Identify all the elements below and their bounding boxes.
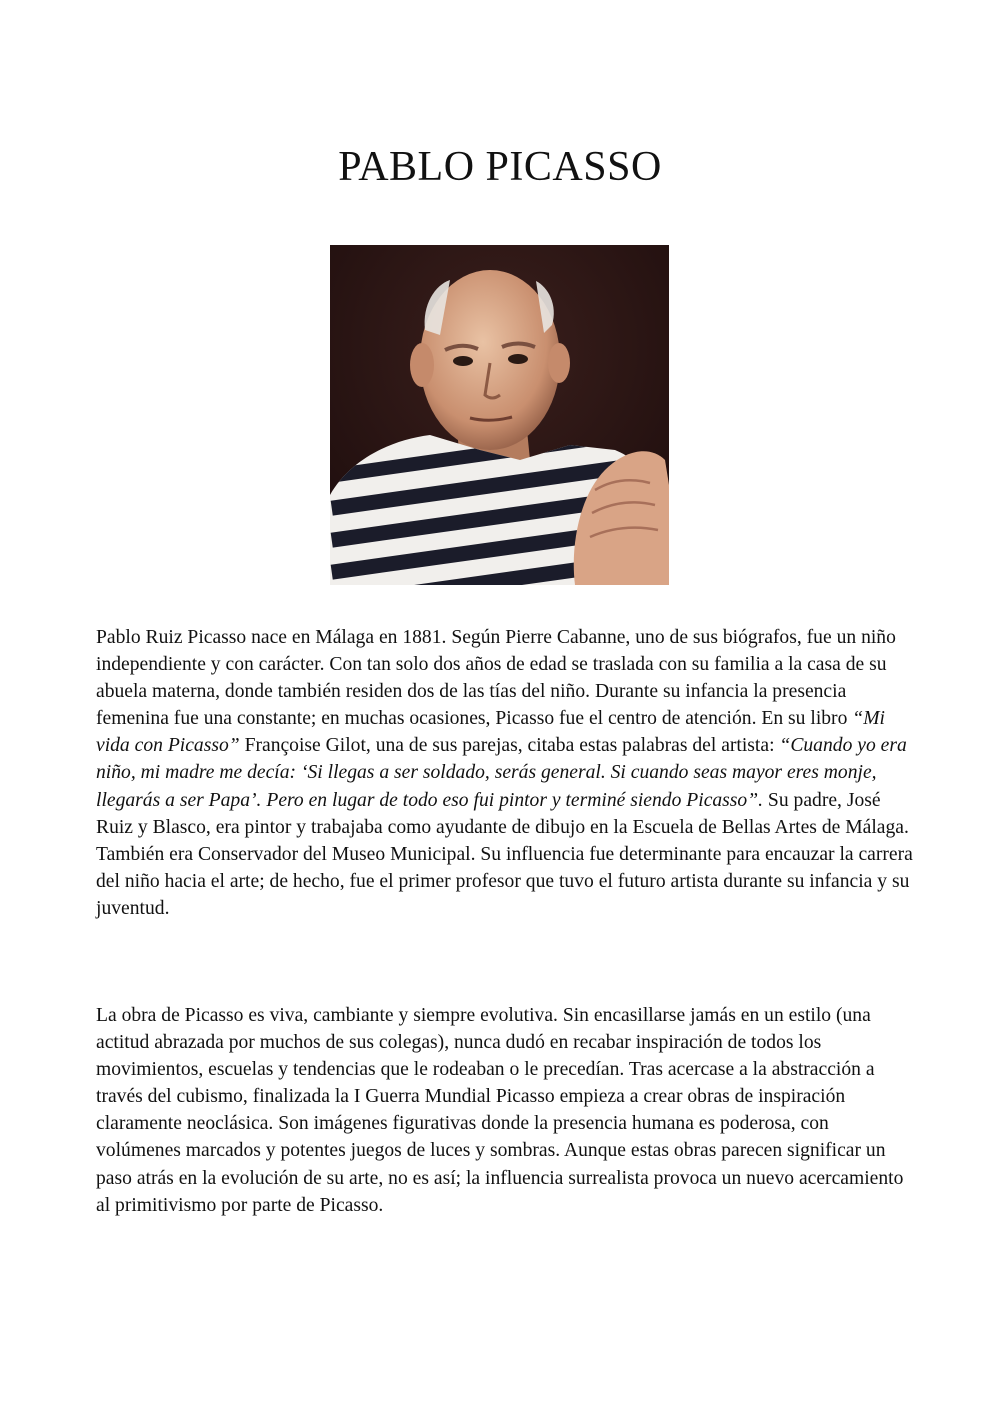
biography-text-2: Françoise Gilot, una de sus parejas, citaba estas palabras del artista:: [239, 735, 780, 757]
artwork-paragraph: La obra de Picasso es viva, cambiante y siempre evolutiva. Sin encasillarse jamás en un estilo (una actitud abrazada por muchos de sus colegas), nunca dudó en recabar inspiración de todos los movimientos, escuelas y tendencias que le rodeaban o le precedían. Tras acercase a la abstracción a través del cubismo, finalizada la I Guerra Mundial Picasso empieza a crear obras de inspiración claramente neoclásica. Son imágenes figurativas donde la presencia humana es poderosa, con volúmenes marcados y potentes juegos de luces y sombras. Aunque estas obras parecen significar un paso atrás en la evolución de su arte, no es así; la influencia surrealista provoca un nuevo acercamiento al primitivismo por parte de Picasso.: [96, 1005, 904, 1216]
book-title: “Mi vida con Picasso”: [96, 708, 885, 757]
biography-text-1: Pablo Ruiz Picasso nace en Málaga en 1881. Según Pierre Cabanne, uno de sus biógrafos, fue un niño independiente y con carácter. Con tan solo dos años de edad se traslada con su familia a la casa de su abuela materna, donde también residen dos de las tías del niño. Durante su infancia la presencia femenina fue una constante; en muchas ocasiones, Picasso fue el centro de atención. En su libro: [96, 627, 896, 730]
biography-paragraph: [96, 624, 916, 922]
portrait-photo: [330, 245, 669, 585]
artist-quote: “Cuando yo era niño, mi madre me decía: ‘Si llegas a ser soldado, serás general. Si cuando seas mayor eres monje, llegarás a ser Papa’. Pero en lugar de todo eso fui pintor y terminé siendo Picasso”.: [96, 735, 907, 811]
biography-text-3: Su padre, José Ruiz y Blasco, era pintor y trabajaba como ayudante de dibujo en la Escuela de Bellas Artes de Málaga. También era Conservador del Museo Municipal. Su influencia fue determinante para encauzar la carrera del niño hacia el arte; de hecho, fue el primer profesor que tuvo el futuro artista durante su infancia y su juventud.: [96, 789, 913, 919]
page-title: PABLO PICASSO: [338, 144, 662, 190]
portrait-illustration: [330, 245, 669, 585]
